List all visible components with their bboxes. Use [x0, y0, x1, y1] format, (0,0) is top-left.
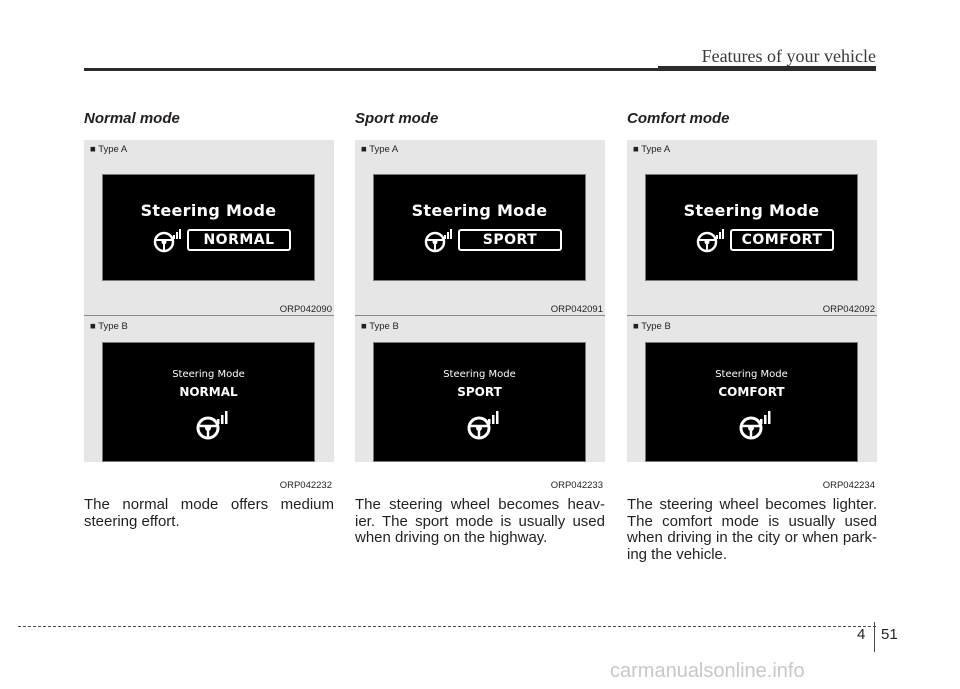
display-type-a — [645, 174, 858, 281]
display-title: Steering Mode — [172, 369, 245, 380]
figure-code-b: ORP042232 — [279, 480, 332, 491]
figure-code-a: ORP042091 — [550, 304, 603, 315]
figure-divider — [627, 315, 877, 316]
steering-wheel-icon — [424, 227, 454, 253]
figure-panel — [627, 140, 877, 491]
section-heading: Sport mode — [355, 110, 439, 127]
figure-panel — [84, 140, 334, 491]
footer-rule — [18, 626, 876, 627]
section-number: 4 — [857, 626, 866, 643]
mode-label: SPORT — [457, 385, 502, 399]
display-title: Steering Mode — [411, 201, 548, 220]
figure-code-a: ORP042092 — [822, 304, 875, 315]
mode-indicator: SPORT — [458, 229, 562, 251]
display-type-b — [102, 342, 315, 462]
section-sport-mode — [355, 110, 605, 491]
figure-code-b: ORP042234 — [822, 480, 875, 491]
figure-code-b: ORP042233 — [550, 480, 603, 491]
display-type-a — [373, 174, 586, 281]
display-title: Steering Mode — [715, 369, 788, 380]
body-paragraph: The steering wheel becomes lighter. The comfort mode is usually used when driving in the city or when park- ing the vehicle. — [627, 496, 877, 563]
mode-label: COMFORT — [718, 385, 785, 399]
section-heading: Normal mode — [84, 110, 180, 127]
page-number-separator — [874, 622, 875, 652]
figure-divider — [355, 315, 605, 316]
steering-wheel-icon — [466, 409, 500, 441]
display-title: Steering Mode — [140, 201, 277, 220]
body-paragraph: The steering wheel becomes heav- ier. The sport mode is usually used when driving on the highway. — [355, 496, 605, 546]
type-b-label: ■ Type B — [90, 321, 128, 332]
section-comfort-mode — [627, 110, 877, 491]
header-rule-accent — [658, 66, 876, 71]
section-heading: Comfort mode — [627, 110, 730, 127]
display-type-b — [645, 342, 858, 462]
type-a-label: ■ Type A — [633, 144, 671, 155]
mode-label: NORMAL — [179, 385, 238, 399]
display-title: Steering Mode — [443, 369, 516, 380]
display-type-b — [373, 342, 586, 462]
type-b-label: ■ Type B — [361, 321, 399, 332]
section-normal-mode — [84, 110, 334, 491]
watermark: carmanualsonline.info — [610, 660, 805, 682]
steering-wheel-icon — [696, 227, 726, 253]
display-title: Steering Mode — [683, 201, 820, 220]
steering-wheel-icon — [153, 227, 183, 253]
steering-wheel-icon — [738, 409, 772, 441]
type-a-label: ■ Type A — [361, 144, 399, 155]
steering-wheel-icon — [195, 409, 229, 441]
header-title: Features of your vehicle — [701, 46, 876, 66]
figure-panel — [355, 140, 605, 491]
type-a-label: ■ Type A — [90, 144, 128, 155]
body-paragraph: The normal mode offers medium steering effort. — [84, 496, 334, 530]
figure-code-a: ORP042090 — [279, 304, 332, 315]
mode-indicator: NORMAL — [187, 229, 291, 251]
type-b-label: ■ Type B — [633, 321, 671, 332]
display-type-a — [102, 174, 315, 281]
mode-indicator: COMFORT — [730, 229, 834, 251]
figure-divider — [84, 315, 334, 316]
page-number: 51 — [881, 626, 898, 643]
